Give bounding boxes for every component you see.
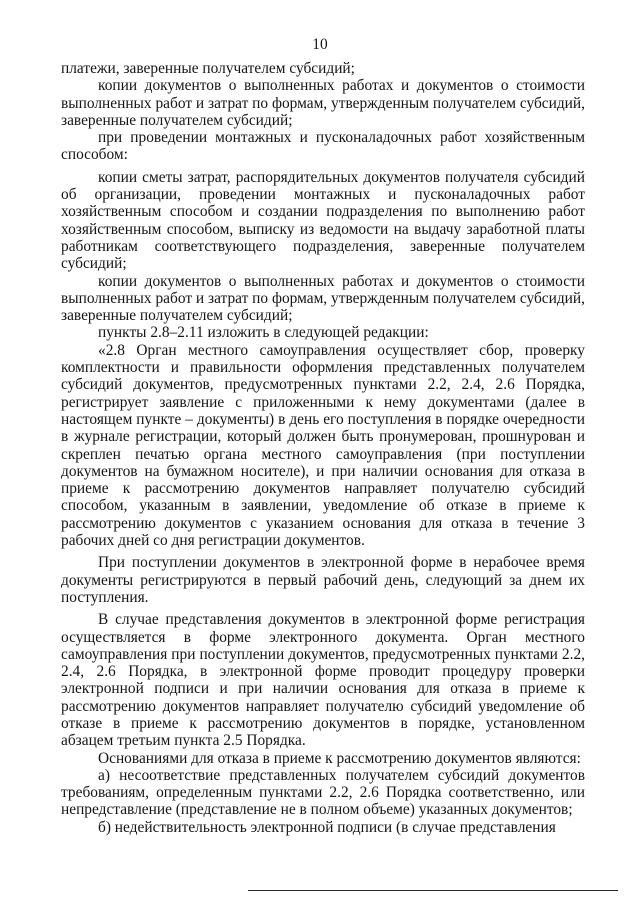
footer-divider <box>248 890 618 891</box>
paragraph: копии документов о выполненных работах и документов о стоимости выполненных работ и затрат по формам, утвержденным получателем субсидий, заверенные получателем субсидий; <box>61 77 585 129</box>
paragraph: а) несоответствие представленных получателем субсидий документов требованиям, определенным пунктами 2.2, 2.6 Порядка соответственно, или непредставление (представление не в полном объеме) указанных документов; <box>61 766 585 819</box>
paragraph: В случае представления документов в электронной форме регистрация осуществляется в форме электронного документа. Орган местного самоуправления при поступлении документов, предусмотренных пунктами 2.2, 2.4, 2.6 Порядка, в электронной форме проводит процедуру проверки электронной подписи и при наличии основания для отказа в приеме к рассмотрению документов направляет получателю субсидий уведомление об отказе в приеме к рассмотрению документов в порядке, установленном абзацем третьим пункта 2.5 Порядка. <box>61 611 585 750</box>
paragraph: копии сметы затрат, распорядительных документов получателя субсидий об организации, проведении монтажных и пусконаладочных работ хозяйственным способом и создании подразделения по выполнению работ хозяйственным способом, выписку из ведомости на выдачу заработной платы работникам соответствующего подразделения, заверенные получателем субсидий; <box>61 168 585 273</box>
paragraph: пункты 2.8–2.11 изложить в следующей редакции: <box>98 324 429 342</box>
paragraph: платежи, заверенные получателем субсидий; <box>61 60 355 77</box>
page-number: 10 <box>312 36 328 53</box>
paragraph: При поступлении документов в электронной форме в нерабочее время документы регистрируются в первый рабочий день, следующий за днем их поступления. <box>61 554 585 606</box>
paragraph: копии документов о выполненных работах и документов о стоимости выполненных работ и затрат по формам, утвержденным получателем субсидий, заверенные получателем субсидий; <box>61 272 585 325</box>
document-body <box>61 60 585 836</box>
paragraph: при проведении монтажных и пусконаладочных работ хозяйственным способом: <box>61 129 585 164</box>
paragraph: б) недействительность электронной подписи (в случае представления <box>98 818 556 836</box>
paragraph: «2.8 Орган местного самоуправления осуществляет сбор, проверку комплектности и правильности оформления представленных получателем субсидий документов, предусмотренных пунктами 2.2, 2.4, 2.6 Порядка, регистрирует заявление с приложенными к нему документами (далее в настоящем пункте – документы) в день его поступления в порядке очередности в журнале регистрации, который должен быть пронумерован, прошнурован и скреплен печатью органа местного самоуправления (при поступлении документов на бумажном носителе), и при наличии основания для отказа в приеме к рассмотрению документов направляет получателю субсидий способом, указанным в заявлении, уведомление об отказе в приеме к рассмотрению документов с указанием основания для отказа в течение 3 рабочих дней со дня регистрации документов. <box>61 341 585 550</box>
paragraph: Основаниями для отказа в приеме к рассмотрению документов являются: <box>98 749 581 767</box>
